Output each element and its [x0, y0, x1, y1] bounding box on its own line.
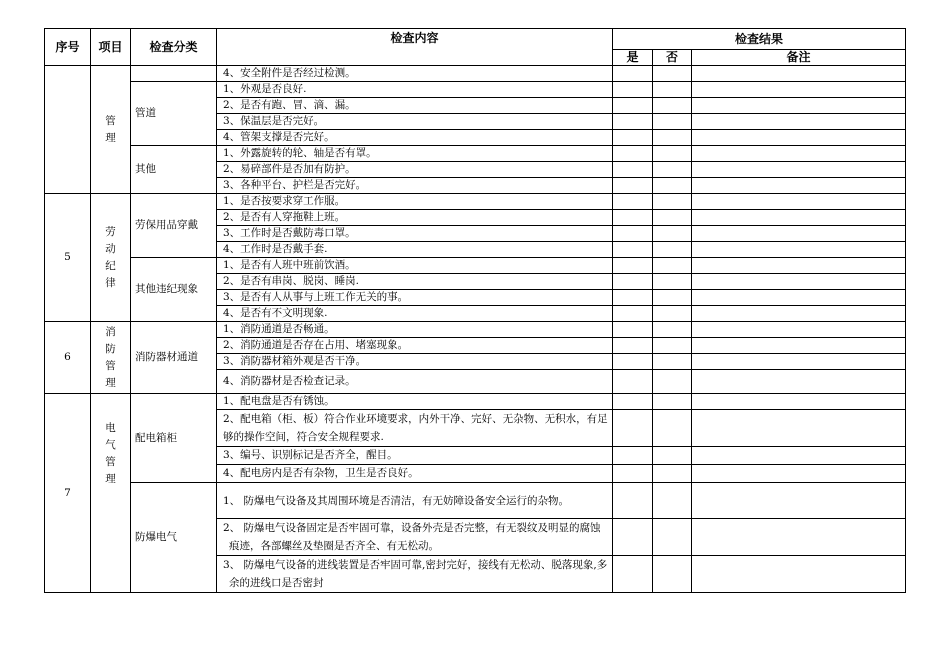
- no-cell[interactable]: [653, 465, 692, 483]
- section7-item-char: 电: [105, 422, 116, 434]
- yes-cell[interactable]: [613, 556, 653, 593]
- header-no-result: 否: [653, 50, 692, 66]
- mgmt-top-category-cell: [131, 66, 217, 82]
- content-cell: 1、消防通道是否畅通。: [217, 322, 613, 338]
- section5-item-char: 律: [105, 276, 116, 289]
- category-cell: 其他: [131, 146, 217, 194]
- remark-cell[interactable]: [692, 258, 906, 274]
- remark-cell[interactable]: [692, 66, 906, 82]
- no-cell[interactable]: [653, 410, 692, 447]
- content-cell: 3、各种平台、护栏是否完好。: [217, 178, 613, 194]
- category-cell: 配电箱柜: [131, 394, 217, 483]
- no-cell[interactable]: [653, 370, 692, 394]
- yes-cell[interactable]: [613, 162, 653, 178]
- remark-cell[interactable]: [692, 178, 906, 194]
- no-cell[interactable]: [653, 242, 692, 258]
- section6-item-char: 防: [105, 342, 116, 355]
- yes-cell[interactable]: [613, 258, 653, 274]
- no-cell[interactable]: [653, 194, 692, 210]
- content-cell: 2、是否有串岗、脱岗、睡岗.: [217, 274, 613, 290]
- section-number: 7: [45, 394, 91, 593]
- remark-cell[interactable]: [692, 210, 906, 226]
- remark-cell[interactable]: [692, 162, 906, 178]
- header-remark: 备注: [692, 50, 906, 66]
- no-cell[interactable]: [653, 354, 692, 370]
- remark-cell[interactable]: [692, 322, 906, 338]
- category-cell: 消防器材通道: [131, 322, 217, 394]
- yes-cell[interactable]: [613, 447, 653, 465]
- mgmt-item-cell: [91, 66, 131, 194]
- content-cell: 4、消防器材是否检查记录。: [217, 370, 613, 394]
- remark-cell[interactable]: [692, 242, 906, 258]
- yes-cell[interactable]: [613, 410, 653, 447]
- yes-cell[interactable]: [613, 465, 653, 483]
- remark-cell[interactable]: [692, 98, 906, 114]
- mgmt-item-char: 理: [105, 131, 116, 144]
- category-cell: 劳保用品穿戴: [131, 194, 217, 258]
- yes-cell[interactable]: [613, 338, 653, 354]
- inspection-table: [44, 28, 906, 593]
- content-cell: 2、是否有跑、冒、滴、漏。: [217, 98, 613, 114]
- content-cell: 2、消防通道是否存在占用、堵塞现象。: [217, 338, 613, 354]
- content-cell: 1、 防爆电气设备及其周围环境是否清洁，有无妨障设备安全运行的杂物。: [217, 483, 613, 519]
- no-cell[interactable]: [653, 146, 692, 162]
- remark-cell[interactable]: [692, 483, 906, 519]
- remark-cell[interactable]: [692, 226, 906, 242]
- no-cell[interactable]: [653, 210, 692, 226]
- content-cell: 2、 防爆电气设备固定是否牢固可靠，设备外壳是否完整，有无裂纹及明显的腐蚀痕迹，各部螺丝及垫圈是否齐全、有无松动。: [217, 519, 613, 556]
- category-cell: 其他违纪现象: [131, 258, 217, 322]
- no-cell[interactable]: [653, 338, 692, 354]
- remark-cell[interactable]: [692, 519, 906, 556]
- no-cell[interactable]: [653, 114, 692, 130]
- remark-cell[interactable]: [692, 146, 906, 162]
- no-cell[interactable]: [653, 483, 692, 519]
- yes-cell[interactable]: [613, 226, 653, 242]
- yes-cell[interactable]: [613, 394, 653, 410]
- remark-cell[interactable]: [692, 410, 906, 447]
- remark-cell[interactable]: [692, 370, 906, 394]
- no-cell[interactable]: [653, 322, 692, 338]
- content-cell: 4、管架支撑是否完好。: [217, 130, 613, 146]
- remark-cell[interactable]: [692, 274, 906, 290]
- yes-cell[interactable]: [613, 114, 653, 130]
- remark-cell[interactable]: [692, 114, 906, 130]
- no-cell[interactable]: [653, 258, 692, 274]
- remark-cell[interactable]: [692, 306, 906, 322]
- content-cell: 1、配电盘是否有锈蚀。: [217, 394, 613, 410]
- no-cell[interactable]: [653, 447, 692, 465]
- section-number: 5: [45, 194, 91, 322]
- yes-cell[interactable]: [613, 354, 653, 370]
- remark-cell[interactable]: [692, 394, 906, 410]
- yes-cell[interactable]: [613, 242, 653, 258]
- section-number: 6: [45, 322, 91, 394]
- no-cell[interactable]: [653, 290, 692, 306]
- remark-cell[interactable]: [692, 290, 906, 306]
- no-cell[interactable]: [653, 66, 692, 82]
- section5-item-char: 动: [105, 242, 116, 255]
- content-cell: 3、是否有人从事与上班工作无关的事。: [217, 290, 613, 306]
- category-cell: 管道: [131, 82, 217, 146]
- section5-item-cell: [91, 194, 131, 322]
- yes-cell[interactable]: [613, 82, 653, 98]
- yes-cell[interactable]: [613, 274, 653, 290]
- yes-cell[interactable]: [613, 483, 653, 519]
- remark-cell[interactable]: [692, 338, 906, 354]
- no-cell[interactable]: [653, 226, 692, 242]
- content-cell: 4、配电房内是否有杂物，卫生是否良好。: [217, 465, 613, 483]
- category-cell: 防爆电气: [131, 483, 217, 593]
- no-cell[interactable]: [653, 82, 692, 98]
- section7-item-cell: [91, 394, 131, 593]
- content-cell: 1、外观是否良好.: [217, 82, 613, 98]
- yes-cell[interactable]: [613, 130, 653, 146]
- header-content: 检查内容: [217, 29, 613, 66]
- remark-cell[interactable]: [692, 354, 906, 370]
- no-cell[interactable]: [653, 162, 692, 178]
- content-cell: 3、消防器材箱外观是否干净。: [217, 354, 613, 370]
- no-cell[interactable]: [653, 519, 692, 556]
- section5-item-char: 劳: [105, 225, 116, 238]
- remark-cell[interactable]: [692, 556, 906, 593]
- no-cell[interactable]: [653, 98, 692, 114]
- remark-cell[interactable]: [692, 465, 906, 483]
- content-cell: 2、是否有人穿拖鞋上班。: [217, 210, 613, 226]
- no-cell[interactable]: [653, 556, 692, 593]
- content-cell: 3、工作时是否戴防毒口罩。: [217, 226, 613, 242]
- yes-cell[interactable]: [613, 194, 653, 210]
- yes-cell[interactable]: [613, 322, 653, 338]
- content-cell: 4、安全附件是否经过检测。: [217, 66, 613, 82]
- mgmt-item-char: 管: [105, 114, 116, 127]
- section6-item-char: 理: [105, 376, 116, 389]
- no-cell[interactable]: [653, 178, 692, 194]
- section6-item-cell: [91, 322, 131, 394]
- yes-cell[interactable]: [613, 306, 653, 322]
- remark-cell[interactable]: [692, 194, 906, 210]
- content-cell: 1、外露旋转的轮、轴是否有罩。: [217, 146, 613, 162]
- content-cell: 1、是否按要求穿工作服。: [217, 194, 613, 210]
- content-cell: 3、编号、识别标记是否齐全，醒目。: [217, 447, 613, 465]
- section6-item-char: 管: [105, 359, 116, 372]
- section7-item-char: 管: [105, 456, 116, 468]
- no-cell[interactable]: [653, 306, 692, 322]
- content-cell: 2、配电箱（柜、板）符合作业环境要求，内外干净、完好、无杂物、无积水，有足够的操作空间，符合安全规程要求.: [217, 410, 613, 447]
- section7-item-char: 气: [105, 439, 116, 451]
- content-cell: 2、易碎部件是否加有防护。: [217, 162, 613, 178]
- content-cell: 1、是否有人班中班前饮酒。: [217, 258, 613, 274]
- content-cell: 3、 防爆电气设备的进线装置是否牢固可靠,密封完好，接线有无松动、脱落现象,多余的进线口是否密封: [217, 556, 613, 593]
- section6-item-char: 消: [105, 325, 116, 338]
- yes-cell[interactable]: [613, 210, 653, 226]
- mgmt-no-cell: [45, 66, 91, 194]
- header-no: 序号: [45, 29, 91, 66]
- content-cell: 4、是否有不文明现象.: [217, 306, 613, 322]
- header-result: 检查结果: [613, 29, 906, 50]
- no-cell[interactable]: [653, 274, 692, 290]
- header-yes: 是: [613, 50, 653, 66]
- yes-cell[interactable]: [613, 290, 653, 306]
- section5-item-char: 纪: [105, 259, 116, 272]
- yes-cell[interactable]: [613, 146, 653, 162]
- header-item: 项目: [91, 29, 131, 66]
- remark-cell[interactable]: [692, 82, 906, 98]
- remark-cell[interactable]: [692, 130, 906, 146]
- yes-cell[interactable]: [613, 519, 653, 556]
- yes-cell[interactable]: [613, 98, 653, 114]
- content-cell: 3、保温层是否完好。: [217, 114, 613, 130]
- content-cell: 4、工作时是否戴手套.: [217, 242, 613, 258]
- yes-cell[interactable]: [613, 66, 653, 82]
- remark-cell[interactable]: [692, 447, 906, 465]
- yes-cell[interactable]: [613, 370, 653, 394]
- yes-cell[interactable]: [613, 178, 653, 194]
- no-cell[interactable]: [653, 130, 692, 146]
- section7-item-char: 理: [105, 473, 116, 485]
- no-cell[interactable]: [653, 394, 692, 410]
- header-category: 检查分类: [131, 29, 217, 66]
